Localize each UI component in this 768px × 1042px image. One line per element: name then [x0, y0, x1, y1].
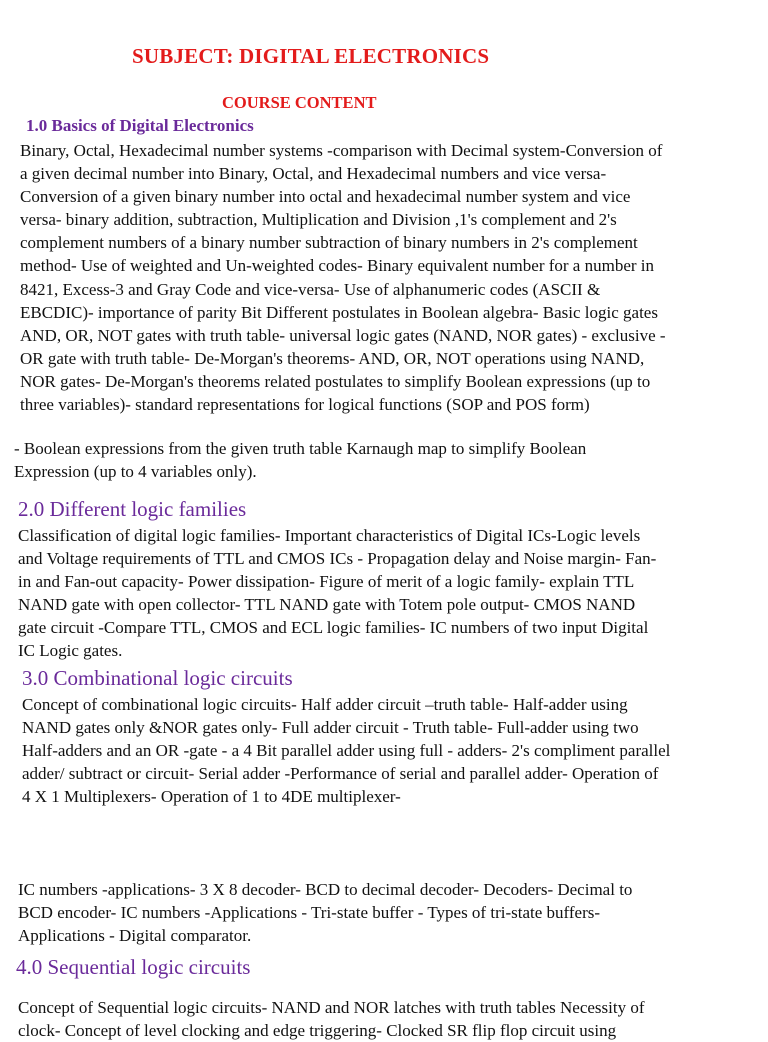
section-2-heading: 2.0 Different logic families	[18, 497, 247, 521]
text-line: Concept of Sequential logic circuits- NAND and NOR latches with truth tables Necessity of	[18, 998, 645, 1017]
section-4-heading: 4.0 Sequential logic circuits	[16, 955, 251, 979]
section-1-body	[20, 139, 666, 416]
text-line: versa- binary addition, subtraction, Multiplication and Division ,1's complement and 2's	[20, 210, 617, 230]
section-2-body	[18, 524, 656, 663]
text-line: method- Use of weighted and Un-weighted codes- Binary equivalent number for a number in	[20, 256, 655, 276]
text-line: Concept of combinational logic circuits- Half adder circuit –truth table- Half-adder using	[22, 695, 628, 714]
text-line: OR gate with truth table- De-Morgan's theorems- AND, OR, NOT operations using NAND,	[20, 348, 645, 368]
text-line: Binary, Octal, Hexadecimal number systems -comparison with Decimal system-Conversion of	[20, 141, 663, 160]
text-line: Half-adders and an OR -gate - a 4 Bit parallel adder using full - adders- 2's compliment parallel	[22, 741, 671, 761]
subject-title: SUBJECT: DIGITAL ELECTRONICS	[132, 44, 490, 68]
text-line: complement numbers of a binary number subtraction of binary numbers in 2's complement	[20, 233, 638, 253]
text-line: Conversion of a given binary number into octal and hexadecimal number system and vice	[20, 187, 631, 207]
section-4-body	[18, 996, 645, 1042]
text-line: Expression (up to 4 variables only).	[14, 462, 257, 482]
text-line: IC numbers -applications- 3 X 8 decoder- BCD to decimal decoder- Decoders- Decimal to	[18, 880, 633, 899]
text-line: Applications - Digital comparator.	[18, 926, 252, 946]
course-content-heading: COURSE CONTENT	[222, 93, 377, 112]
text-line: - Boolean expressions from the given truth table Karnaugh map to simplify Boolean	[14, 439, 587, 458]
text-line: 4 X 1 Multiplexers- Operation of 1 to 4DE multiplexer-	[22, 787, 401, 807]
section-1-heading: 1.0 Basics of Digital Electronics	[26, 116, 254, 135]
text-line: in and Fan-out capacity- Power dissipation- Figure of merit of a logic family- explain TTL	[18, 572, 635, 592]
text-line: NAND gate with open collector- TTL NAND gate with Totem pole output- CMOS NAND	[18, 595, 636, 615]
text-line: BCD encoder- IC numbers -Applications - Tri-state buffer - Types of tri-state buffers-	[18, 903, 601, 923]
text-line: adder/ subtract or circuit- Serial adder -Performance of serial and parallel adder- Operation of	[22, 764, 659, 784]
text-line: gate circuit -Compare TTL, CMOS and ECL logic families- IC numbers of two input Digital	[18, 618, 649, 638]
text-line: three variables)- standard representations for logical functions (SOP and POS form)	[20, 395, 590, 415]
section-1-continuation	[14, 437, 586, 483]
text-line: NAND gates only &NOR gates only- Full adder circuit - Truth table- Full-adder using two	[22, 718, 639, 738]
text-line: a given decimal number into Binary, Octal, and Hexadecimal numbers and vice versa-	[20, 164, 607, 184]
text-line: and Voltage requirements of TTL and CMOS ICs - Propagation delay and Noise margin- Fan-	[18, 549, 657, 569]
section-3-heading: 3.0 Combinational logic circuits	[22, 666, 293, 690]
section-3-continuation	[18, 878, 632, 947]
text-line: AND, OR, NOT gates with truth table- universal logic gates (NAND, NOR gates) - exclusive -	[20, 325, 666, 345]
text-line: NOR gates- De-Morgan's theorems related postulates to simplify Boolean expressions (up to	[20, 371, 651, 391]
text-line: IC Logic gates.	[18, 641, 123, 661]
text-line: 8421, Excess-3 and Gray Code and vice-versa- Use of alphanumeric codes (ASCII &	[20, 279, 601, 299]
section-3-body	[22, 693, 670, 808]
text-line: EBCDIC)- importance of parity Bit Different postulates in Boolean algebra- Basic logic gates	[20, 302, 658, 322]
text-line: clock- Concept of level clocking and edge triggering- Clocked SR flip flop circuit using	[18, 1021, 617, 1041]
text-line: Classification of digital logic families- Important characteristics of Digital ICs-Logic levels	[18, 526, 641, 545]
